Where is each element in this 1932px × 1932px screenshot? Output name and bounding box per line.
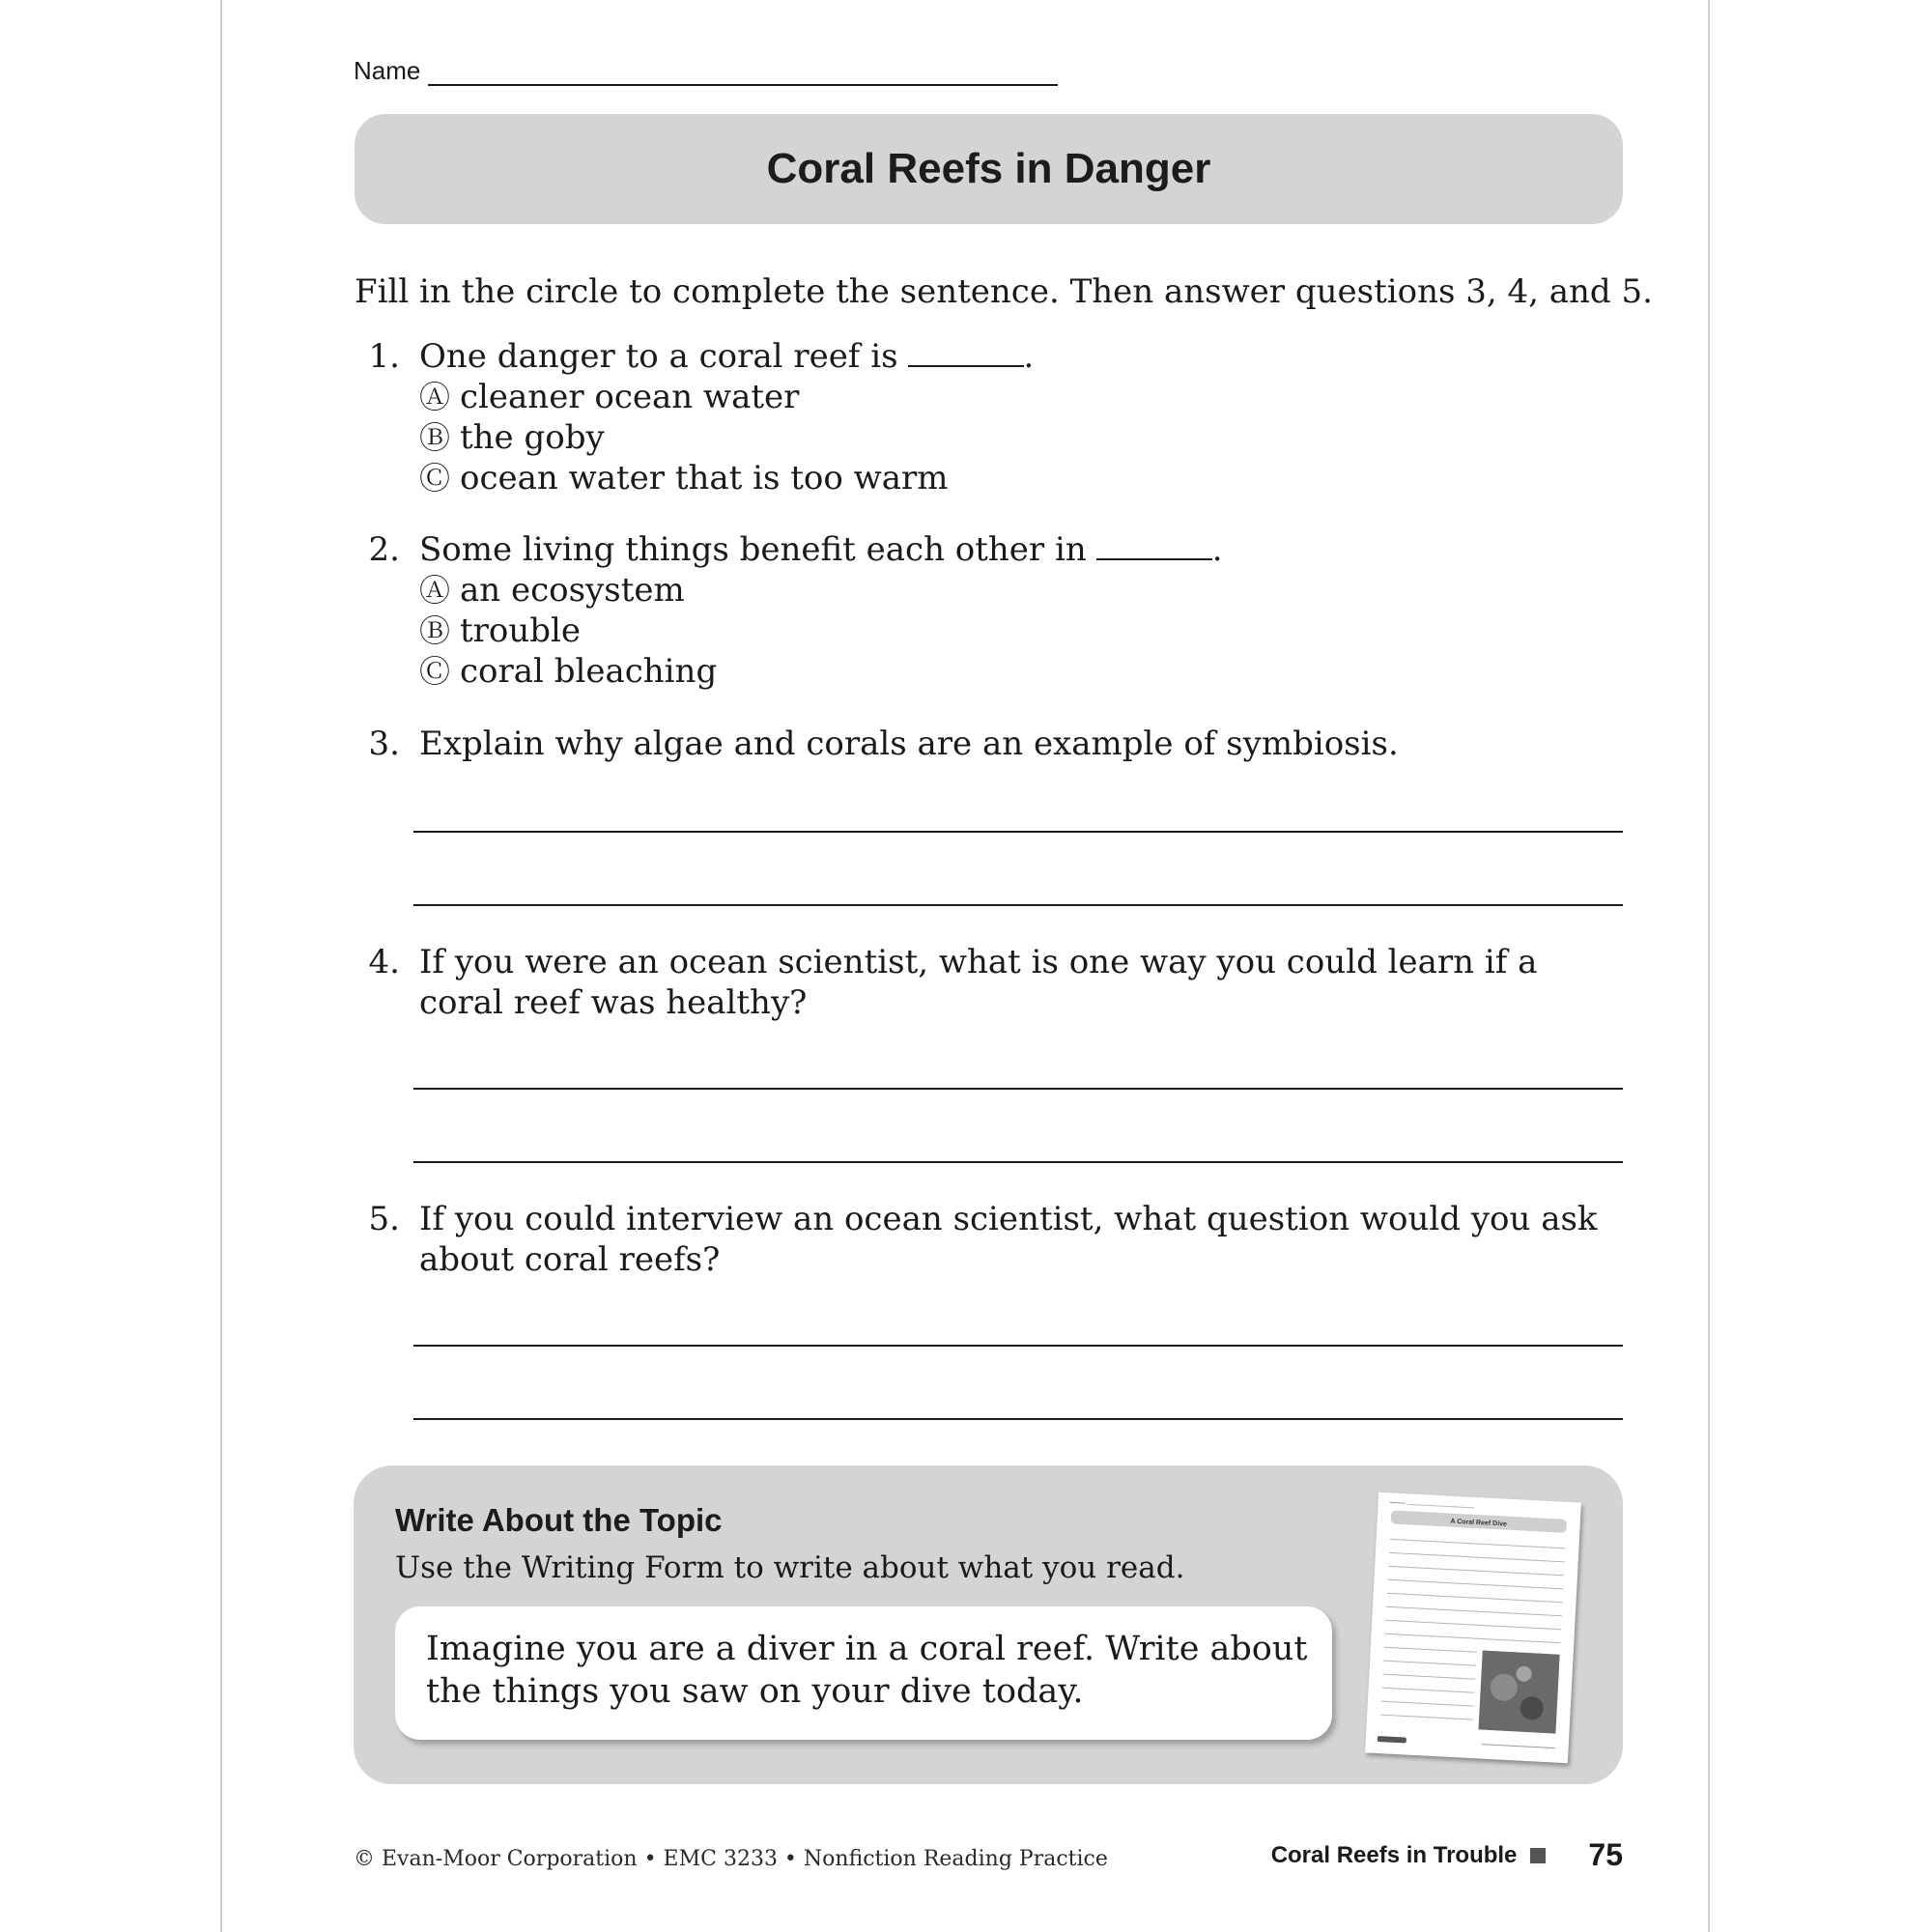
fill-blank	[908, 365, 1024, 367]
answer-bubble-b[interactable]: Ⓑ	[419, 419, 451, 456]
option-c[interactable]	[419, 458, 1617, 498]
answer-line[interactable]	[413, 1345, 1623, 1347]
option-label: trouble	[460, 611, 582, 650]
answer-line[interactable]	[413, 1088, 1623, 1090]
name-field	[354, 56, 1058, 86]
question-number: 2.	[368, 530, 400, 569]
question-1: 1. One danger to a coral reef is . Ⓐ cleaner ocean water Ⓑ the goby Ⓒ ocean water that is too warm	[361, 336, 1617, 498]
option-label: the goby	[460, 418, 605, 457]
question-text: If you could interview an ocean scientist, what question would you ask about coral reefs?	[419, 1200, 1598, 1279]
option-b[interactable]	[419, 611, 1617, 651]
question-text: One danger to a coral reef is	[419, 337, 898, 376]
answer-line[interactable]	[413, 1161, 1623, 1163]
answer-bubble-c[interactable]: Ⓒ	[419, 460, 451, 497]
title-banner	[355, 114, 1623, 224]
question-number: 5.	[368, 1200, 400, 1238]
question-number: 4.	[368, 943, 400, 981]
writing-prompt-card	[395, 1606, 1332, 1740]
square-icon	[1530, 1848, 1546, 1863]
fill-blank	[1096, 558, 1212, 560]
page-edge-left	[220, 0, 222, 1932]
option-label: cleaner ocean water	[460, 378, 800, 416]
page-number: 75	[1588, 1837, 1623, 1872]
question-number: 1.	[368, 337, 400, 376]
option-label: an ecosystem	[460, 571, 685, 610]
footer-right	[1271, 1837, 1623, 1873]
answer-line[interactable]	[413, 904, 1623, 906]
name-line[interactable]	[428, 59, 1058, 86]
instructions: Fill in the circle to complete the sentence. Then answer questions 3, 4, and 5.	[355, 272, 1653, 311]
question-text: If you were an ocean scientist, what is one way you could learn if a coral reef was healthy?	[419, 943, 1538, 1022]
question-4	[361, 942, 1617, 1023]
thumbnail-title: A Coral Reef Dive	[1450, 1518, 1508, 1528]
writing-form-preview	[1365, 1492, 1581, 1764]
write-about-subtext: Use the Writing Form to write about what you read.	[395, 1550, 1185, 1585]
question-3	[361, 724, 1617, 764]
option-c[interactable]	[419, 651, 1617, 692]
writing-prompt: Imagine you are a diver in a coral reef. Write about the things you saw on your dive today.	[426, 1630, 1308, 1711]
option-label: ocean water that is too warm	[460, 459, 949, 497]
footer-topic: Coral Reefs in Trouble	[1270, 1841, 1518, 1868]
answer-bubble-a[interactable]: Ⓐ	[419, 379, 451, 415]
question-5	[361, 1199, 1617, 1280]
writing-form-thumbnail	[1365, 1492, 1581, 1764]
answer-line[interactable]	[413, 1418, 1623, 1420]
page-title: Coral Reefs in Danger	[766, 145, 1211, 192]
question-text: Explain why algae and corals are an example of symbiosis.	[419, 724, 1399, 763]
write-about-heading: Write About the Topic	[395, 1502, 723, 1538]
page-edge-right	[1708, 0, 1710, 1932]
option-a[interactable]	[419, 377, 1617, 417]
option-a[interactable]	[419, 570, 1617, 611]
footer-copyright: © Evan-Moor Corporation • EMC 3233 • Nonfiction Reading Practice	[354, 1847, 1108, 1871]
answer-bubble-b[interactable]: Ⓑ	[419, 612, 451, 649]
option-b[interactable]	[419, 417, 1617, 458]
answer-bubble-a[interactable]: Ⓐ	[419, 572, 451, 609]
question-text: Some living things benefit each other in	[419, 530, 1087, 569]
question-number: 3.	[368, 724, 400, 763]
option-label: coral bleaching	[460, 652, 718, 691]
answer-line[interactable]	[413, 831, 1623, 833]
answer-bubble-c[interactable]: Ⓒ	[419, 653, 451, 690]
question-2: 2. Some living things benefit each other in . Ⓐ an ecosystem Ⓑ trouble Ⓒ coral bleaching	[361, 529, 1617, 692]
name-label: Name	[354, 56, 421, 85]
